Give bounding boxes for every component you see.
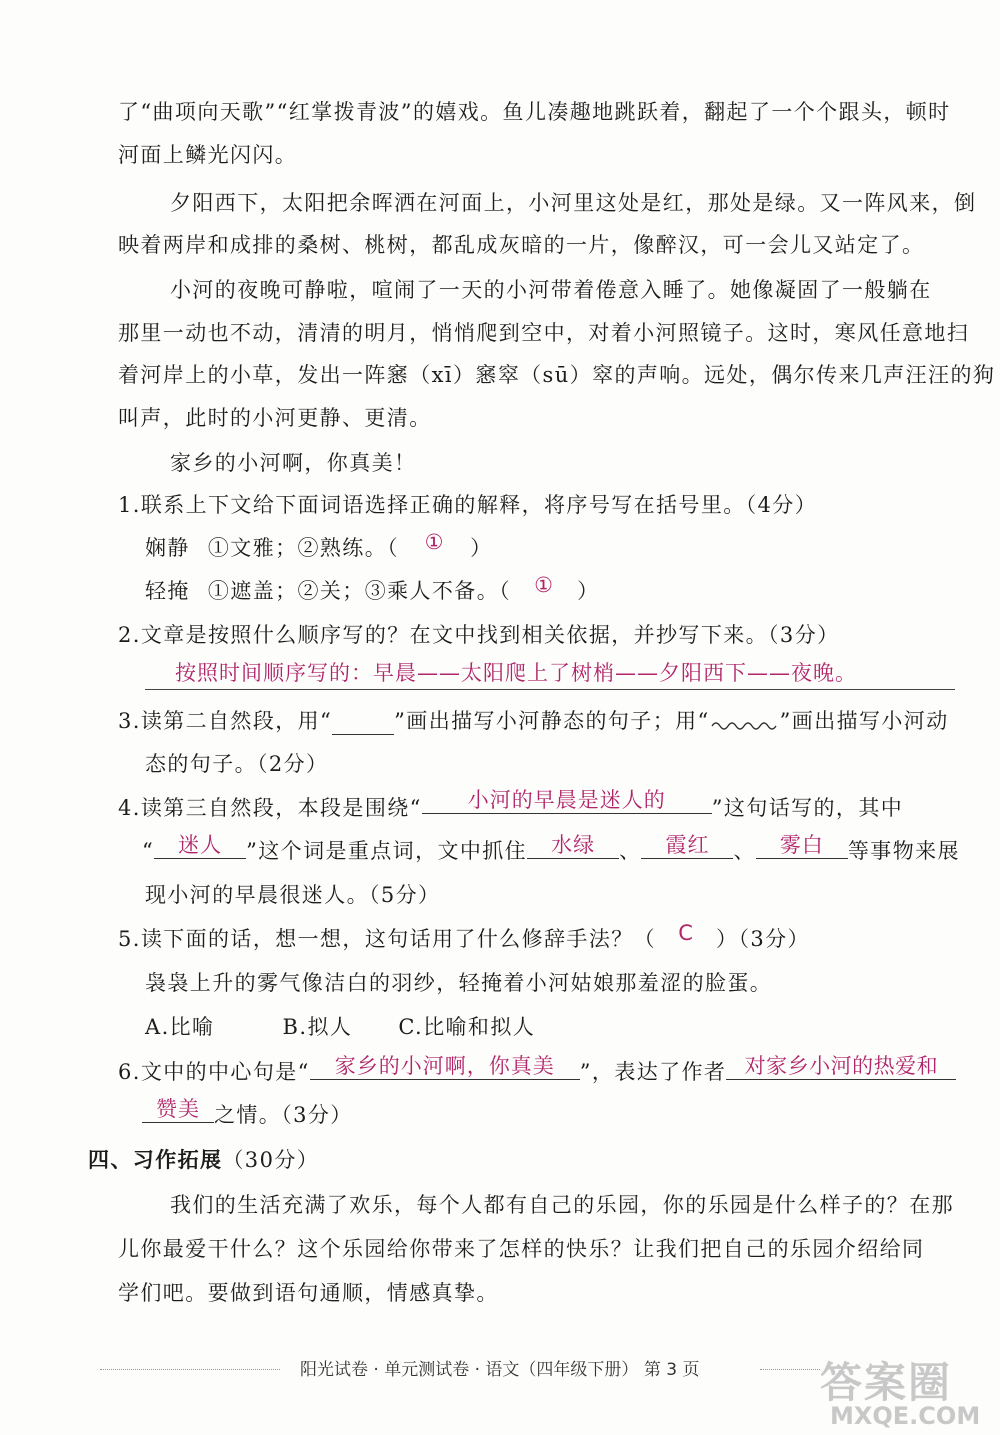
q3-text-a: 3.读第二自然段，用“	[118, 709, 333, 733]
q4-text-b: ”这句话写的，其中	[711, 796, 904, 820]
section-4-line3: 学们吧。要做到语句通顺，情感真挚。	[118, 1281, 499, 1305]
q6-answer-2: 对家乡小河的热爱和	[726, 1053, 956, 1080]
q6-text-c: 之情。（3分）	[214, 1103, 353, 1127]
passage-p2-line2: 映着两岸和成排的桑树、桃树，都乱成灰暗的一片，像醉汉，可一会儿又站定了。	[118, 233, 925, 257]
passage-p3-line2: 那里一动也不动，清清的明月，悄悄爬到空中，对着小河照镜子。这时，寒风任意地扫	[118, 321, 970, 345]
section-4-heading	[88, 1145, 319, 1175]
q4-sep-2: 、	[733, 839, 756, 863]
passage-p4: 家乡的小河啊，你真美！	[170, 451, 417, 475]
q6-text-b: ”，表达了作者	[579, 1060, 727, 1084]
q6-answer-3: 赞美	[142, 1096, 214, 1123]
q4-line3: 现小河的早晨很迷人。（5分）	[145, 883, 441, 907]
q4-line1	[118, 788, 904, 823]
q2-answer: 按照时间顺序写的：早晨——太阳爬上了树梢——夕阳西下——夜晚。	[175, 661, 857, 685]
q6-text-a: 6.文中的中心句是“	[118, 1060, 310, 1084]
q1-a-word: 娴静	[145, 536, 190, 560]
q6-line1	[118, 1054, 956, 1087]
q6-line2	[142, 1097, 353, 1130]
q4-text-c: ”这个词是重点词，文中抓住	[246, 839, 528, 863]
q5-option-a: A.比喻	[145, 1015, 215, 1039]
q5-option-c: C.比喻和拟人	[398, 1015, 536, 1039]
passage-p3-line4: 叫声，此时的小河更静、更清。	[118, 406, 432, 430]
q1-b-options: ①遮盖；②关；③乘人不备。（	[207, 579, 511, 603]
section-4-line2: 儿你最爱干什么？这个乐园给你带来了怎样的快乐？让我们把自己的乐园介绍给同	[118, 1237, 925, 1261]
q3-wavy-line-sample	[710, 714, 780, 732]
q3-line2: 态的句子。（2分）	[145, 752, 329, 776]
section-4-title: 四、习作拓展	[88, 1148, 223, 1172]
q3-straight-line-sample	[332, 708, 394, 735]
q1-b-answer: ①	[534, 573, 554, 597]
q1-a-answer: ①	[424, 530, 445, 554]
q2-stem: 2.文章是按照什么顺序写的？在文中找到相关依据，并抄写下来。（3分）	[118, 623, 840, 647]
q1-b-close: ）	[577, 579, 600, 603]
q4-answer-1: 小河的早晨是迷人的	[422, 787, 712, 814]
q5-quote: 袅袅上升的雾气像洁白的羽纱，轻掩着小河姑娘那羞涩的脸蛋。	[145, 971, 773, 995]
q6-answer-1: 家乡的小河啊，你真美	[310, 1053, 580, 1080]
q1-item-a	[145, 530, 493, 563]
q2-answer-line	[145, 689, 955, 690]
q4-line2	[142, 833, 960, 866]
passage-p1-line1: 了“曲项向天歌”“红掌拨青波”的嬉戏。鱼儿凑趣地跳跃着，翻起了一个个跟头，顿时	[118, 100, 951, 124]
watermark-logo: 答案圈	[820, 1358, 953, 1407]
q1-stem: 1.联系上下文给下面词语选择正确的解释，将序号写在括号里。（4分）	[118, 493, 818, 517]
q5-stem	[118, 921, 810, 954]
footer-dots-right	[760, 1369, 820, 1370]
watermark-url: MXQE.COM	[830, 1402, 981, 1430]
q4-answer-5: 雾白	[756, 832, 848, 859]
q3-text-b: ”画出描写小河静态的句子；用“	[394, 709, 710, 733]
footer-text: 阳光试卷 · 单元测试卷 · 语文（四年级下册） 第 3 页	[300, 1360, 700, 1380]
q1-a-close: ）	[470, 536, 493, 560]
q4-text-d: 等事物来展	[847, 839, 960, 863]
section-4-line1: 我们的生活充满了欢乐，每个人都有自己的乐园，你的乐园是什么样子的？在那	[170, 1193, 954, 1217]
q4-text-a: 4.读第三自然段，本段是围绕“	[118, 796, 422, 820]
passage-p3-line1: 小河的夜晚可静啦，喧闹了一天的小河带着倦意入睡了。她像凝固了一般躺在	[170, 278, 932, 302]
passage-p1-line2: 河面上鳞光闪闪。	[118, 143, 298, 167]
footer-dots-left	[100, 1369, 280, 1370]
q4-open-quote: “	[142, 839, 155, 863]
q4-answer-2: 迷人	[154, 832, 246, 859]
q4-answer-4: 霞红	[641, 832, 733, 859]
section-4-score: （30分）	[222, 1148, 320, 1172]
q1-a-options: ①文雅；②熟练。（	[207, 536, 399, 560]
q4-sep-1: 、	[619, 839, 642, 863]
q5-answer: C	[678, 921, 694, 945]
passage-p2-line1: 夕阳西下，太阳把余晖洒在河面上，小河里这处是红，那处是绿。又一阵风来，倒	[170, 191, 977, 215]
q5-option-b: B.拟人	[282, 1015, 353, 1039]
watermark	[820, 1350, 990, 1430]
q5-options	[145, 1012, 535, 1042]
q3-line1	[118, 706, 949, 736]
q1-b-word: 轻掩	[145, 579, 190, 603]
q5-stem-b: ）（3分）	[716, 927, 810, 951]
q4-answer-3: 水绿	[527, 832, 619, 859]
q3-text-c: ”画出描写小河动	[779, 709, 949, 733]
q5-stem-a: 5.读下面的话，想一想，这句话用了什么修辞手法？（	[118, 927, 657, 951]
passage-p3-line3: 着河岸上的小草，发出一阵窸（xī）窸窣（sū）窣的声响。远处，偶尔传来几声汪汪的狗	[118, 363, 996, 387]
q1-item-b	[145, 573, 600, 606]
